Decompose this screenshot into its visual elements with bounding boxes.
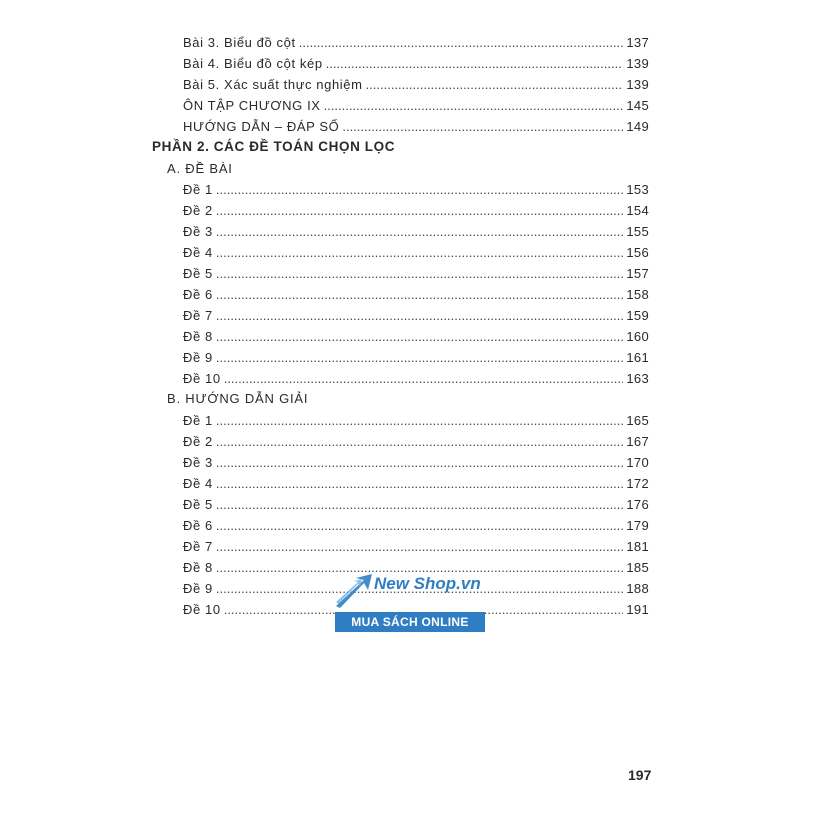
leader-dots [216, 497, 624, 512]
leader-dots [216, 224, 624, 239]
toc-label: Đề 6 [183, 287, 213, 302]
leader-dots [216, 329, 624, 344]
part-2-heading: PHẦN 2. CÁC ĐỀ TOÁN CHỌN LỌC [152, 139, 396, 154]
toc-row [183, 35, 649, 50]
toc-label: Đề 2 [183, 203, 213, 218]
toc-row [183, 266, 649, 281]
toc-page: 145 [626, 98, 649, 113]
toc-label: Đề 4 [183, 245, 213, 260]
toc-label: Đề 1 [183, 413, 213, 428]
toc-page: 153 [626, 182, 649, 197]
leader-dots [216, 203, 624, 218]
toc-label: Đề 8 [183, 560, 213, 575]
toc-page: 176 [626, 497, 649, 512]
leader-dots [366, 77, 624, 92]
toc-label: Đề 10 [183, 602, 221, 617]
leader-dots [216, 266, 624, 281]
toc-label: Đề 10 [183, 371, 221, 386]
section-b-heading: B. HƯỚNG DẪN GIẢI [167, 391, 309, 406]
toc-row [183, 413, 649, 428]
leader-dots [342, 119, 623, 134]
leader-dots [326, 56, 624, 71]
leader-dots [216, 350, 624, 365]
toc-row [183, 203, 649, 218]
toc-page: 181 [626, 539, 649, 554]
toc-label: Đề 6 [183, 518, 213, 533]
toc-row [183, 497, 649, 512]
toc-row [183, 329, 649, 344]
toc-row [183, 308, 649, 323]
leader-dots [216, 518, 624, 533]
leader-dots [216, 245, 624, 260]
toc-page: 157 [626, 266, 649, 281]
leader-dots [216, 539, 624, 554]
toc-label: Bài 4. Biểu đồ cột kép [183, 56, 323, 71]
toc-row [183, 182, 649, 197]
leader-dots [216, 287, 624, 302]
toc-page: 163 [626, 371, 649, 386]
toc-row [183, 350, 649, 365]
toc-row [183, 98, 649, 113]
toc-page: 179 [626, 518, 649, 533]
toc-row [183, 56, 649, 71]
toc-page: 191 [626, 602, 649, 617]
leader-dots [224, 371, 624, 386]
toc-page: 159 [626, 308, 649, 323]
leader-dots [324, 98, 624, 113]
toc-label: ÔN TẬP CHƯƠNG IX [183, 98, 321, 113]
toc-page: 139 [626, 77, 649, 92]
leader-dots [216, 455, 624, 470]
leader-dots [216, 182, 624, 197]
newshop-watermark [332, 570, 492, 634]
toc-page: 158 [626, 287, 649, 302]
toc-page: 161 [626, 350, 649, 365]
toc-page: 167 [626, 434, 649, 449]
toc-page: 165 [626, 413, 649, 428]
toc-row [183, 371, 649, 386]
toc-label: Bài 5. Xác suất thực nghiệm [183, 77, 363, 92]
toc-row [183, 476, 649, 491]
toc-label: Đề 4 [183, 476, 213, 491]
toc-label: Đề 3 [183, 455, 213, 470]
toc-page: 185 [626, 560, 649, 575]
toc-page: 149 [626, 119, 649, 134]
toc-row [183, 245, 649, 260]
toc-label: Đề 5 [183, 266, 213, 281]
watermark-brand: New Shop.vn [374, 574, 481, 593]
toc-label: Đề 5 [183, 497, 213, 512]
toc-row [183, 119, 649, 134]
arrow-logo-icon [334, 572, 374, 608]
toc-row [183, 224, 649, 239]
toc-label: Đề 7 [183, 308, 213, 323]
toc-row [183, 518, 649, 533]
toc-row [183, 287, 649, 302]
leader-dots [216, 308, 624, 323]
toc-label: Đề 2 [183, 434, 213, 449]
toc-page: 188 [626, 581, 649, 596]
toc-page: 155 [626, 224, 649, 239]
leader-dots [216, 434, 624, 449]
toc-page: 172 [626, 476, 649, 491]
leader-dots [216, 476, 624, 491]
toc-page: 137 [626, 35, 649, 50]
watermark-slogan: MUA SÁCH ONLINE [335, 612, 485, 632]
toc-page: 170 [626, 455, 649, 470]
toc-page: 154 [626, 203, 649, 218]
toc-label: Đề 3 [183, 224, 213, 239]
toc-label: HƯỚNG DẪN – ĐÁP SỐ [183, 119, 340, 134]
toc-row [183, 77, 649, 92]
toc-row [183, 455, 649, 470]
toc-label: Bài 3. Biểu đồ cột [183, 35, 296, 50]
leader-dots [299, 35, 624, 50]
page-number: 197 [628, 767, 652, 783]
toc-label: Đề 7 [183, 539, 213, 554]
toc-label: Đề 1 [183, 182, 213, 197]
toc-row [183, 434, 649, 449]
toc-row [183, 539, 649, 554]
toc-page: 139 [626, 56, 649, 71]
leader-dots [216, 413, 624, 428]
toc-label: Đề 8 [183, 329, 213, 344]
toc-page: 156 [626, 245, 649, 260]
toc-label: Đề 9 [183, 581, 213, 596]
section-a-heading: A. ĐỀ BÀI [167, 161, 233, 176]
toc-page: 160 [626, 329, 649, 344]
toc-label: Đề 9 [183, 350, 213, 365]
